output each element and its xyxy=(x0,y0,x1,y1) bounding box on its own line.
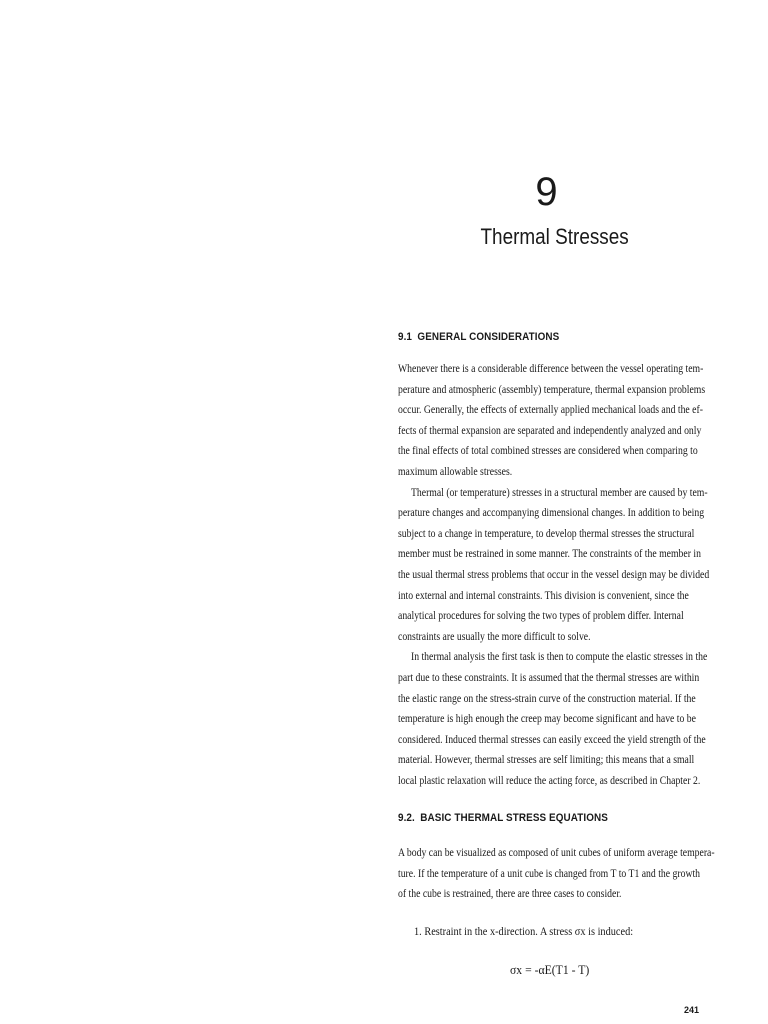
text-line: into external and internal constraints. This division is convenient, since the xyxy=(398,587,689,602)
text-line: A body can be visualized as composed of unit cubes of uniform average tempera- xyxy=(398,845,715,859)
section-heading-general-considerations xyxy=(398,331,559,343)
stress-equation: σx = -αE(T1 - T) xyxy=(510,962,590,977)
section-title: GENERAL CONSIDERATIONS xyxy=(417,331,560,343)
section-heading-basic-equations xyxy=(398,812,608,824)
text-line: Thermal (or temperature) stresses in a structural member are caused by tem- xyxy=(410,484,708,499)
text-line: fects of thermal expansion are separated and independently analyzed and only xyxy=(398,422,702,437)
text-line: temperature is high enough the creep may become significant and have to be xyxy=(398,711,696,726)
text-line: the final effects of total combined stresses are considered when comparing to xyxy=(398,443,698,458)
text-line: local plastic relaxation will reduce the acting force, as described in Chapter 2. xyxy=(398,772,701,787)
list-item-restraint-x: 1. Restraint in the x-direction. A stress σx is induced: xyxy=(414,924,634,938)
text-line: material. However, thermal stresses are self limiting; this means that a small xyxy=(398,752,695,767)
section-number: 9.2. xyxy=(398,812,415,824)
text-line: perature and atmospheric (assembly) temperature, thermal expansion problems xyxy=(398,381,706,396)
text-line: subject to a change in temperature, to develop thermal stresses the structural xyxy=(398,525,695,540)
text-line: part due to these constraints. It is assumed that the thermal stresses are within xyxy=(398,669,700,684)
text-line: the elastic range on the stress-strain curve of the construction material. If the xyxy=(398,690,696,705)
basic-equations-text xyxy=(398,842,715,904)
text-line: considered. Induced thermal stresses can easily exceed the yield strength of the xyxy=(398,731,706,746)
page-number: 241 xyxy=(684,1005,700,1015)
general-considerations-text xyxy=(398,358,710,790)
text-line: constraints are usually the more difficult to solve. xyxy=(398,628,591,643)
chapter-number: 9 xyxy=(535,170,557,214)
text-line: of the cube is restrained, there are three cases to consider. xyxy=(398,886,622,901)
text-line: maximum allowable stresses. xyxy=(398,463,513,478)
section-number: 9.1 xyxy=(398,331,413,343)
chapter-title: Thermal Stresses xyxy=(480,224,629,249)
text-line: ture. If the temperature of a unit cube is changed from T to T1 and the growth xyxy=(398,865,701,880)
text-line: member must be restrained in some manner. The constraints of the member in xyxy=(398,546,701,561)
text-line: analytical procedures for solving the two types of problem differ. Internal xyxy=(398,608,684,623)
text-line: the usual thermal stress problems that occur in the vessel design may be divided xyxy=(398,566,710,581)
text-line: perature changes and accompanying dimensional changes. In addition to being xyxy=(398,505,705,520)
text-line: occur. Generally, the effects of externally applied mechanical loads and the ef- xyxy=(398,402,703,417)
text-line: In thermal analysis the first task is then to compute the elastic stresses in the xyxy=(410,649,708,664)
text-line: Whenever there is a considerable difference between the vessel operating tem- xyxy=(398,361,704,375)
section-title: BASIC THERMAL STRESS EQUATIONS xyxy=(420,812,608,824)
